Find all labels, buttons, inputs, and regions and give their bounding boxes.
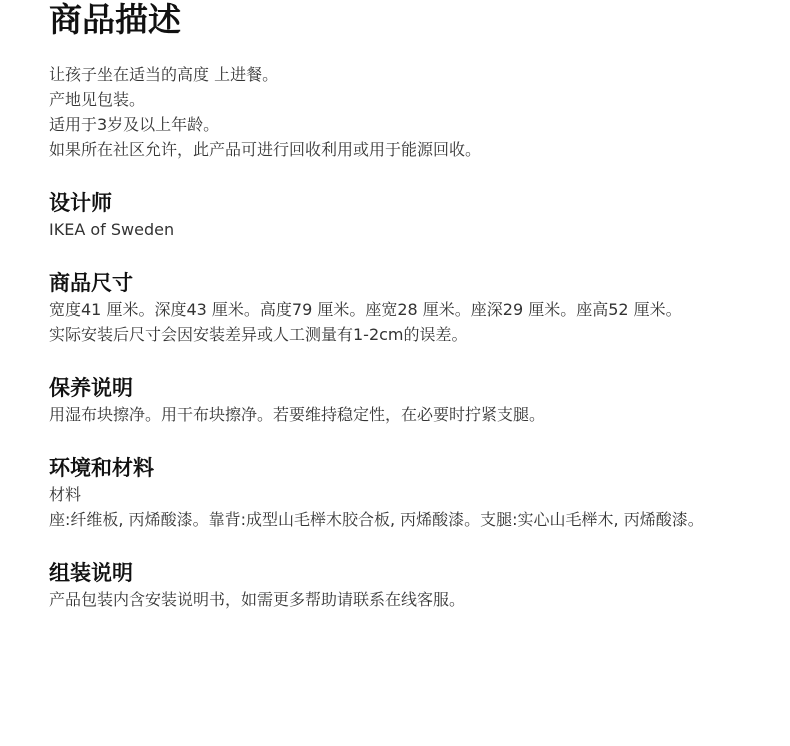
intro-line: 让孩子坐在适当的高度 上进餐。 [49, 65, 279, 84]
assembly-heading: 组装说明 [49, 561, 133, 585]
materials-heading: 环境和材料 [49, 456, 154, 480]
intro-line: 适用于3岁及以上年龄。 [49, 115, 220, 134]
dimensions-note: 实际安装后尺寸会因安装差异或人工测量有1-2cm的误差。 [49, 325, 468, 344]
care-heading: 保养说明 [49, 376, 133, 400]
materials-section [49, 454, 749, 532]
care-section [49, 374, 749, 427]
page-title: 商品描述 [49, 0, 181, 39]
dimensions-line: 宽度41 厘米。深度43 厘米。高度79 厘米。座宽28 厘米。座深29 厘米。座高52 厘米。 [49, 300, 682, 319]
designer-value: IKEA of Sweden [49, 220, 175, 239]
intro-line: 如果所在社区允许，此产品可进行回收利用或用于能源回收。 [49, 140, 482, 159]
intro-text [49, 62, 749, 162]
care-line: 用湿布块擦净。用干布块擦净。若要维持稳定性，在必要时拧紧支腿。 [49, 405, 546, 424]
intro-line: 产地见包装。 [49, 90, 146, 109]
materials-label: 材料 [49, 485, 82, 504]
materials-line: 座:纤维板, 丙烯酸漆。靠背:成型山毛榉木胶合板, 丙烯酸漆。支腿:实心山毛榉木, 丙烯酸漆。 [49, 510, 704, 529]
assembly-section [49, 559, 749, 612]
designer-heading: 设计师 [49, 191, 112, 215]
assembly-line: 产品包装内含安装说明书，如需更多帮助请联系在线客服。 [49, 590, 466, 609]
designer-section [49, 189, 749, 242]
dimensions-section [49, 269, 749, 347]
product-description [49, 0, 749, 612]
dimensions-heading: 商品尺寸 [49, 271, 133, 295]
